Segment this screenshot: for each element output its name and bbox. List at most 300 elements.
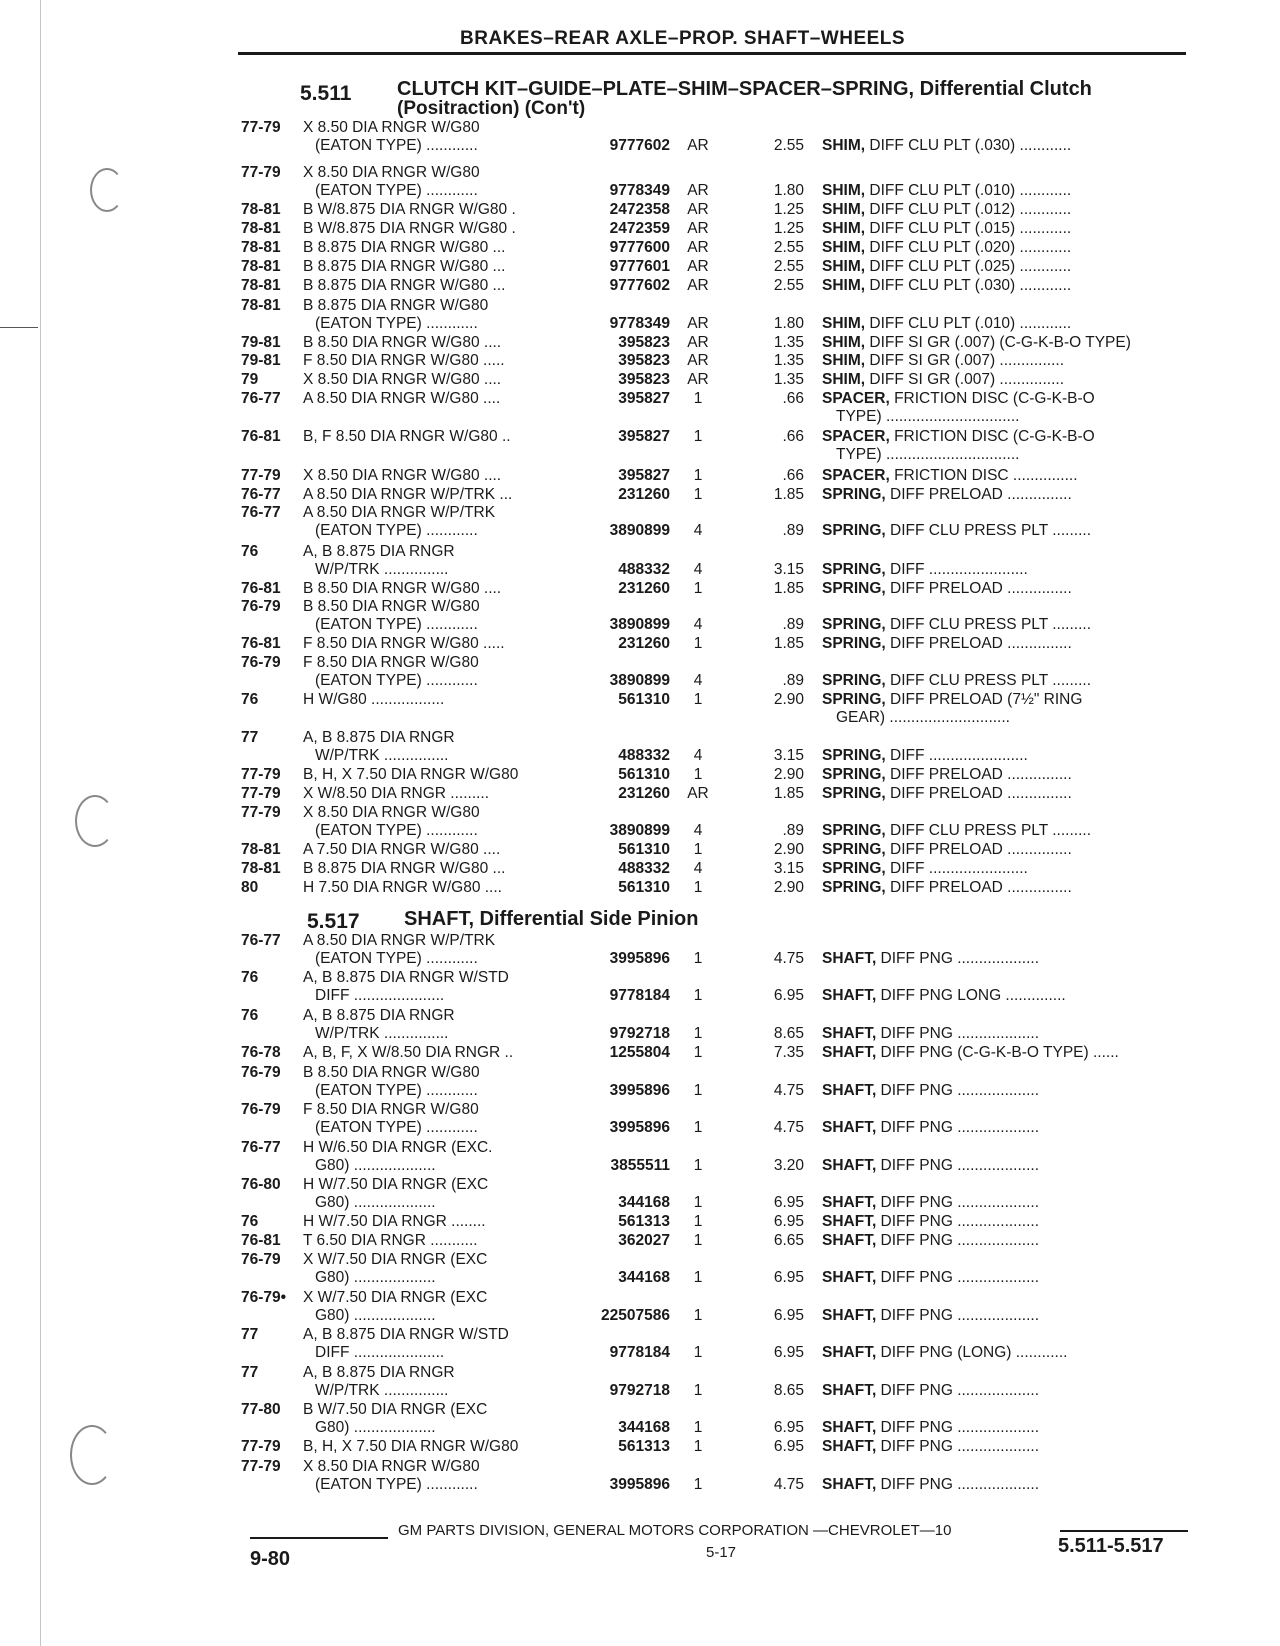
table-row [0, 258, 1280, 276]
application-description: B 8.50 DIA RNGR W/G80 [303, 598, 480, 615]
part-number: 395827 [618, 390, 670, 407]
quantity: 1 [693, 1269, 703, 1286]
part-name-detail: DIFF PRELOAD (7½" RING [885, 691, 1083, 708]
part-name-keyword: SPACER, [822, 467, 890, 484]
application-description-cont: DIFF ..................... [315, 987, 445, 1004]
part-name [822, 1269, 1039, 1287]
list-price: 1.85 [773, 785, 804, 802]
model-years: 76-77 [241, 504, 281, 521]
model-years: 78-81 [241, 201, 281, 218]
part-name-detail: DIFF CLU PLT (.012) ............ [865, 201, 1072, 218]
model-years: 77-79 [241, 1458, 281, 1475]
application-description-cont: (EATON TYPE) ............ [315, 137, 478, 154]
application-description: B 8.50 DIA RNGR W/G80 .... [303, 580, 502, 597]
model-years: 78-81 [241, 277, 281, 294]
table-row [0, 239, 1280, 257]
quantity: 4 [693, 616, 703, 633]
table-row [0, 467, 1280, 485]
list-price: 2.90 [773, 841, 804, 858]
part-name-detail: DIFF CLU PLT (.030) ............ [865, 137, 1072, 154]
table-row [0, 504, 1280, 542]
list-price: 6.95 [773, 987, 804, 1004]
part-name [822, 486, 1072, 504]
part-name [822, 352, 1064, 370]
part-name-keyword: SHIM, [822, 201, 866, 218]
model-years: 78-81 [241, 297, 281, 314]
part-name-detail: DIFF CLU PRESS PLT ......... [885, 822, 1092, 839]
part-name [822, 1476, 1039, 1494]
part-name-detail: DIFF ....................... [885, 561, 1028, 578]
part-name-detail: DIFF PNG ................... [876, 1025, 1040, 1042]
list-price: 2.90 [773, 691, 804, 708]
table-row [0, 580, 1280, 598]
part-name-keyword: SPRING, [822, 561, 886, 578]
part-name-detail: DIFF PNG ................... [876, 1438, 1040, 1455]
part-name [822, 950, 1039, 968]
application-description-cont: (EATON TYPE) ............ [315, 822, 478, 839]
model-years: 77-79 [241, 119, 281, 136]
application-description: X 8.50 DIA RNGR W/G80 [303, 119, 480, 136]
part-name [822, 841, 1072, 859]
part-name-detail: DIFF SI GR (.007) ............... [865, 371, 1065, 388]
part-number: 488332 [618, 561, 670, 578]
part-name-detail: DIFF PRELOAD ............... [885, 841, 1072, 858]
part-name-keyword: SPRING, [822, 672, 886, 689]
part-name-detail: FRICTION DISC ............... [889, 467, 1078, 484]
section-title: SHAFT, Differential Side Pinion [404, 908, 699, 930]
table-row [0, 766, 1280, 784]
application-description-cont: (EATON TYPE) ............ [315, 672, 478, 689]
model-years: 76-79 [241, 598, 281, 615]
application-description: H W/7.50 DIA RNGR ........ [303, 1213, 486, 1230]
application-description: A 8.50 DIA RNGR W/P/TRK [303, 932, 496, 949]
application-description-cont: (EATON TYPE) ............ [315, 182, 478, 199]
table-row [0, 1044, 1280, 1062]
table-row [0, 297, 1280, 335]
model-years: 78-81 [241, 220, 281, 237]
quantity: 1 [693, 1438, 703, 1455]
part-number: 2472359 [609, 220, 670, 237]
part-name-detail: DIFF PRELOAD ............... [885, 766, 1072, 783]
list-price: .89 [782, 616, 804, 633]
part-name-detail: DIFF PRELOAD ............... [885, 486, 1072, 503]
part-name-detail: DIFF ....................... [885, 860, 1028, 877]
model-years: 77-79 [241, 785, 281, 802]
table-row [0, 220, 1280, 238]
quantity: AR [687, 334, 709, 351]
part-name-keyword: SHIM, [822, 352, 866, 369]
part-number: 9778184 [609, 1344, 670, 1361]
part-name-detail: DIFF PNG ................... [876, 1269, 1040, 1286]
part-number: 3995896 [609, 950, 670, 967]
part-name-keyword: SPRING, [822, 766, 886, 783]
part-name-keyword: SHAFT, [822, 1307, 877, 1324]
part-name-detail: DIFF PNG ................... [876, 1476, 1040, 1493]
list-price: .66 [782, 467, 804, 484]
part-name-detail: DIFF PRELOAD ............... [885, 785, 1072, 802]
list-price: 1.35 [773, 334, 804, 351]
part-number: 3995896 [609, 1119, 670, 1136]
part-number: 9778184 [609, 987, 670, 1004]
list-price: .66 [782, 390, 804, 407]
application-description-cont: (EATON TYPE) ............ [315, 1476, 478, 1493]
table-row [0, 334, 1280, 352]
part-name-keyword: SHAFT, [822, 1269, 877, 1286]
part-name-keyword: SHIM, [822, 258, 866, 275]
quantity: AR [687, 785, 709, 802]
part-number: 395827 [618, 428, 670, 445]
part-name [822, 1232, 1039, 1250]
list-price: 2.55 [773, 239, 804, 256]
part-name-detail: DIFF PNG ................... [876, 1232, 1040, 1249]
quantity: AR [687, 371, 709, 388]
part-name-detail: DIFF CLU PRESS PLT ......... [885, 672, 1092, 689]
part-name [822, 822, 1091, 840]
footer-date: 9-80 [250, 1548, 291, 1570]
table-row [0, 691, 1280, 729]
part-number: 3890899 [609, 822, 670, 839]
part-number: 561313 [618, 1213, 670, 1230]
model-years: 76-81 [241, 1232, 281, 1249]
part-name-cont: TYPE) ............................... [836, 446, 1020, 463]
table-row [0, 654, 1280, 692]
part-name-keyword: SPRING, [822, 879, 886, 896]
application-description: X 8.50 DIA RNGR W/G80 .... [303, 371, 502, 388]
table-row [0, 201, 1280, 219]
part-number: 22507586 [601, 1307, 670, 1324]
list-price: 3.15 [773, 860, 804, 877]
part-name [822, 580, 1072, 598]
part-name-keyword: SHAFT, [822, 1044, 877, 1061]
application-description: F 8.50 DIA RNGR W/G80 [303, 654, 479, 671]
quantity: AR [687, 258, 709, 275]
part-name-keyword: SHIM, [822, 239, 866, 256]
part-name-keyword: SHAFT, [822, 1082, 877, 1099]
footer-section-range: 5.511-5.517 [1058, 1535, 1164, 1557]
footer-rule [1060, 1530, 1188, 1532]
table-row [0, 1326, 1280, 1364]
table-row [0, 390, 1280, 428]
quantity: 1 [693, 841, 703, 858]
footer-publisher: GM PARTS DIVISION, GENERAL MOTORS CORPORATION —CHEVROLET—10 [398, 1522, 952, 1539]
quantity: 1 [693, 1194, 703, 1211]
table-row [0, 635, 1280, 653]
part-number: 9792718 [609, 1382, 670, 1399]
table-row [0, 119, 1280, 157]
part-name [822, 860, 1028, 878]
quantity: 1 [693, 1213, 703, 1230]
list-price: .66 [782, 428, 804, 445]
part-name [822, 467, 1078, 485]
model-years: 79 [241, 371, 259, 388]
list-price: 7.35 [773, 1044, 804, 1061]
model-years: 76-79• [241, 1289, 287, 1306]
part-name-keyword: SHIM, [822, 220, 866, 237]
table-row [0, 1364, 1280, 1402]
table-row [0, 352, 1280, 370]
model-years: 76-81 [241, 428, 281, 445]
part-number: 362027 [618, 1232, 670, 1249]
part-name-keyword: SPRING, [822, 635, 886, 652]
part-name-detail: DIFF PRELOAD ............... [885, 580, 1072, 597]
application-description: H W/6.50 DIA RNGR (EXC. [303, 1139, 493, 1156]
application-description: F 8.50 DIA RNGR W/G80 ..... [303, 352, 505, 369]
part-name-detail: DIFF PNG (C-G-K-B-O TYPE) ...... [876, 1044, 1119, 1061]
model-years: 77-79 [241, 1438, 281, 1455]
model-years: 78-81 [241, 841, 281, 858]
model-years: 76 [241, 691, 259, 708]
part-name-detail: DIFF CLU PLT (.030) ............ [865, 277, 1072, 294]
application-description-cont: W/P/TRK ............... [315, 1382, 449, 1399]
application-description: A, B 8.875 DIA RNGR W/STD [303, 969, 509, 986]
table-row [0, 1139, 1280, 1177]
part-name [822, 315, 1071, 333]
model-years: 77-79 [241, 467, 281, 484]
application-description: A, B 8.875 DIA RNGR [303, 1364, 455, 1381]
table-row [0, 543, 1280, 581]
quantity: 1 [693, 580, 703, 597]
part-name [822, 561, 1028, 579]
application-description: H 7.50 DIA RNGR W/G80 .... [303, 879, 502, 896]
part-name-detail: DIFF PNG ................... [876, 1419, 1040, 1436]
list-price: 4.75 [773, 950, 804, 967]
part-name-detail: DIFF CLU PLT (.010) ............ [865, 182, 1072, 199]
model-years: 77-79 [241, 766, 281, 783]
model-years: 77-79 [241, 804, 281, 821]
part-number: 1255804 [609, 1044, 670, 1061]
part-name-detail: DIFF CLU PLT (.015) ............ [865, 220, 1072, 237]
quantity: AR [687, 201, 709, 218]
part-name-keyword: SHAFT, [822, 1476, 877, 1493]
table-row [0, 598, 1280, 636]
application-description-cont: (EATON TYPE) ............ [315, 950, 478, 967]
part-name-keyword: SHAFT, [822, 1119, 877, 1136]
part-name-keyword: SPRING, [822, 747, 886, 764]
footer-page-number: 5-17 [706, 1544, 737, 1561]
part-name-keyword: SPRING, [822, 785, 886, 802]
list-price: 2.55 [773, 258, 804, 275]
quantity: AR [687, 137, 709, 154]
application-description: B W/7.50 DIA RNGR (EXC [303, 1401, 488, 1418]
quantity: 1 [693, 428, 703, 445]
part-number: 488332 [618, 747, 670, 764]
application-description: B 8.875 DIA RNGR W/G80 ... [303, 239, 506, 256]
application-description-cont: (EATON TYPE) ............ [315, 616, 478, 633]
application-description: B, F 8.50 DIA RNGR W/G80 .. [303, 428, 511, 445]
application-description: B, H, X 7.50 DIA RNGR W/G80 [303, 766, 519, 783]
list-price: 6.95 [773, 1213, 804, 1230]
part-name-keyword: SHAFT, [822, 1232, 877, 1249]
part-name [822, 987, 1066, 1005]
table-row [0, 1007, 1280, 1045]
table-row [0, 1176, 1280, 1214]
section-number: 5.517 [307, 910, 360, 933]
part-name [822, 1025, 1039, 1043]
application-description: F 8.50 DIA RNGR W/G80 ..... [303, 635, 505, 652]
application-description: A 8.50 DIA RNGR W/P/TRK [303, 504, 496, 521]
part-number: 561310 [618, 691, 670, 708]
application-description: F 8.50 DIA RNGR W/G80 [303, 1101, 479, 1118]
quantity: 4 [693, 561, 703, 578]
part-name-keyword: SPRING, [822, 860, 886, 877]
part-name-keyword: SPACER, [822, 428, 890, 445]
model-years: 76-81 [241, 580, 281, 597]
table-row [0, 1213, 1280, 1231]
page-header-title: BRAKES–REAR AXLE–PROP. SHAFT–WHEELS [460, 28, 906, 49]
list-price: 6.95 [773, 1438, 804, 1455]
table-row [0, 785, 1280, 803]
application-description: A, B 8.875 DIA RNGR [303, 1007, 455, 1024]
model-years: 76-78 [241, 1044, 281, 1061]
application-description: B 8.875 DIA RNGR W/G80 ... [303, 277, 506, 294]
quantity: 1 [693, 1419, 703, 1436]
table-row [0, 1064, 1280, 1102]
part-name-detail: DIFF PNG ................... [876, 1382, 1040, 1399]
table-row [0, 371, 1280, 389]
application-description-cont: W/P/TRK ............... [315, 561, 449, 578]
part-name-keyword: SHAFT, [822, 1438, 877, 1455]
part-number: 344168 [618, 1269, 670, 1286]
quantity: 1 [693, 691, 703, 708]
part-name-keyword: SHAFT, [822, 1213, 877, 1230]
application-description: B, H, X 7.50 DIA RNGR W/G80 [303, 1438, 519, 1455]
part-name-detail: DIFF SI GR (.007) ............... [865, 352, 1065, 369]
part-number: 3890899 [609, 522, 670, 539]
part-number: 2472358 [609, 201, 670, 218]
part-name-detail: FRICTION DISC (C-G-K-B-O [889, 390, 1095, 407]
application-description-cont: W/P/TRK ............... [315, 747, 449, 764]
quantity: 1 [693, 1044, 703, 1061]
list-price: 3.15 [773, 747, 804, 764]
model-years: 80 [241, 879, 259, 896]
application-description-cont: G80) ................... [315, 1307, 436, 1324]
table-row [0, 1458, 1280, 1496]
part-name [822, 616, 1091, 634]
model-years: 76-79 [241, 1101, 281, 1118]
application-description: X 8.50 DIA RNGR W/G80 .... [303, 467, 502, 484]
part-name [822, 766, 1072, 784]
part-name [822, 672, 1091, 690]
table-row [0, 1101, 1280, 1139]
part-name [822, 428, 1095, 446]
part-name-keyword: SPRING, [822, 841, 886, 858]
application-description: A 7.50 DIA RNGR W/G80 .... [303, 841, 501, 858]
application-description-cont: G80) ................... [315, 1269, 436, 1286]
part-name-detail: DIFF PNG (LONG) ............ [876, 1344, 1068, 1361]
list-price: .89 [782, 822, 804, 839]
part-name [822, 277, 1071, 295]
list-price: .89 [782, 672, 804, 689]
part-number: 231260 [618, 580, 670, 597]
header-rule [238, 52, 1186, 55]
part-name [822, 522, 1091, 540]
list-price: 1.80 [773, 315, 804, 332]
quantity: 1 [693, 486, 703, 503]
part-name-detail: DIFF CLU PLT (.025) ............ [865, 258, 1072, 275]
part-number: 3890899 [609, 616, 670, 633]
application-description-cont: W/P/TRK ............... [315, 1025, 449, 1042]
list-price: 6.65 [773, 1232, 804, 1249]
part-name [822, 785, 1072, 803]
part-number: 3855511 [610, 1157, 670, 1174]
part-name [822, 137, 1071, 155]
application-description: X 8.50 DIA RNGR W/G80 [303, 1458, 480, 1475]
application-description-cont: G80) ................... [315, 1194, 436, 1211]
part-number: 3995896 [609, 1082, 670, 1099]
model-years: 76 [241, 1007, 259, 1024]
application-description: A, B 8.875 DIA RNGR [303, 543, 455, 560]
table-row [0, 879, 1280, 897]
part-name-detail: DIFF PNG ................... [876, 1213, 1040, 1230]
application-description-cont: G80) ................... [315, 1157, 436, 1174]
part-number: 488332 [618, 860, 670, 877]
quantity: 4 [693, 522, 703, 539]
application-description-cont: (EATON TYPE) ............ [315, 1119, 478, 1136]
part-name [822, 1382, 1039, 1400]
list-price: 6.95 [773, 1344, 804, 1361]
part-name [822, 879, 1072, 897]
part-name [822, 1194, 1039, 1212]
part-number: 395823 [618, 334, 670, 351]
application-description: X 8.50 DIA RNGR W/G80 [303, 804, 480, 821]
model-years: 76-79 [241, 1251, 281, 1268]
model-years: 77-80 [241, 1401, 281, 1418]
part-name-keyword: SHIM, [822, 182, 866, 199]
list-price: .89 [782, 522, 804, 539]
application-description: X W/8.50 DIA RNGR ......... [303, 785, 490, 802]
part-name-keyword: SPRING, [822, 580, 886, 597]
application-description: B W/8.875 DIA RNGR W/G80 . [303, 201, 516, 218]
model-years: 79-81 [241, 334, 281, 351]
part-number: 231260 [618, 785, 670, 802]
part-number: 395827 [618, 467, 670, 484]
part-name-keyword: SHIM, [822, 315, 866, 332]
table-row [0, 804, 1280, 842]
part-number: 231260 [618, 486, 670, 503]
list-price: 6.95 [773, 1194, 804, 1211]
part-name [822, 1157, 1039, 1175]
list-price: 2.55 [773, 137, 804, 154]
table-row [0, 1401, 1280, 1439]
quantity: 1 [693, 987, 703, 1004]
table-row [0, 1289, 1280, 1327]
application-description: B W/8.875 DIA RNGR W/G80 . [303, 220, 516, 237]
part-number: 561310 [618, 879, 670, 896]
part-name [822, 390, 1095, 408]
model-years: 76-80 [241, 1176, 281, 1193]
quantity: 4 [693, 860, 703, 877]
quantity: 1 [693, 467, 703, 484]
part-number: 9778349 [609, 182, 670, 199]
section-title: CLUTCH KIT–GUIDE–PLATE–SHIM–SPACER–SPRING, Differential Clutch [397, 78, 1092, 100]
list-price: 4.75 [773, 1082, 804, 1099]
application-description: B 8.875 DIA RNGR W/G80 [303, 297, 489, 314]
list-price: 8.65 [773, 1025, 804, 1042]
model-years: 77 [241, 729, 259, 746]
part-name-keyword: SHAFT, [822, 1344, 877, 1361]
part-name-detail: DIFF PNG ................... [876, 1194, 1040, 1211]
list-price: 1.85 [773, 486, 804, 503]
quantity: 1 [693, 1025, 703, 1042]
part-name [822, 258, 1071, 276]
part-name [822, 182, 1071, 200]
part-name-detail: DIFF PRELOAD ............... [885, 879, 1072, 896]
list-price: 1.85 [773, 635, 804, 652]
part-number: 9792718 [609, 1025, 670, 1042]
application-description: B 8.875 DIA RNGR W/G80 ... [303, 258, 506, 275]
table-row [0, 729, 1280, 767]
part-name-detail: DIFF PNG ................... [876, 950, 1040, 967]
